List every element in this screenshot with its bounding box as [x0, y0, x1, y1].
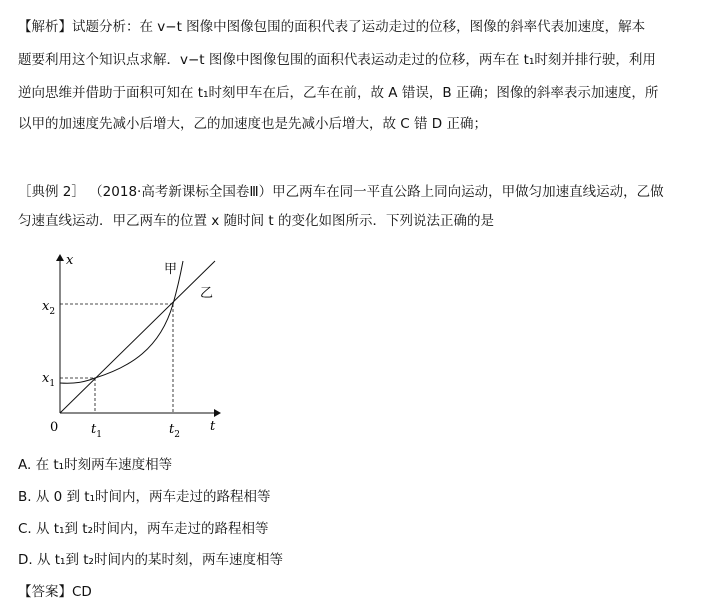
option-d: D. 从 t₁到 t₂时间内的某时刻，两车速度相等: [18, 552, 283, 568]
t2-label: [169, 422, 180, 440]
analysis-line-2: 题要利用这个知识点求解．v−t 图像中图像包围的面积代表运动走过的位移，两车在 t₁时刻并排行驶，利用: [18, 52, 656, 68]
line-yi-label: 乙: [200, 286, 214, 301]
curve-jia: [60, 261, 183, 383]
t2-label-sub: 2: [174, 430, 180, 440]
x1-label-sub: 1: [49, 379, 56, 389]
analysis-line-1: 【解析】试题分析：在 v−t 图像中图像包围的面积代表了运动走过的位移，图像的斜率代表加速度，解本: [18, 19, 646, 35]
x2-label: [42, 299, 55, 317]
position-time-graph: [30, 245, 230, 445]
t1-label: [91, 422, 102, 440]
option-b: B. 从 0 到 t₁时间内，两车走过的路程相等: [18, 489, 271, 505]
example-line-1: ［典例 2］ （2018·高考新课标全国卷Ⅲ）甲乙两车在同一平直公路上同向运动，甲做匀加速直线运动，乙做: [18, 184, 664, 200]
t1-label-sub: 1: [96, 430, 102, 440]
x2-label-sub: 2: [49, 307, 56, 317]
answer-line: 【答案】CD: [18, 584, 92, 600]
analysis-line-3: 逆向思维并借助于面积可知在 t₁时刻甲车在后，乙车在前，故 A 错误，B 正确；图像的斜率表示加速度，所: [18, 85, 659, 101]
curve-jia-label: 甲: [164, 262, 178, 277]
option-c: C. 从 t₁到 t₂时间内，两车走过的路程相等: [18, 521, 269, 537]
analysis-line-4: 以甲的加速度先减小后增大，乙的加速度也是先减小后增大，故 C 错 D 正确；: [18, 116, 487, 132]
x-axis-label: t: [210, 419, 216, 434]
example-line-2: 匀速直线运动．甲乙两车的位置 x 随时间 t 的变化如图所示．下列说法正确的是: [18, 213, 494, 229]
option-a: A. 在 t₁时刻两车速度相等: [18, 457, 173, 473]
x1-label-main: x: [42, 371, 50, 386]
t2-label-main: t: [169, 422, 175, 437]
x2-label-main: x: [42, 299, 50, 314]
y-axis-label: x: [66, 253, 74, 268]
t1-label-main: t: [91, 422, 97, 437]
x1-label: [42, 371, 55, 389]
origin-label: 0: [50, 420, 59, 435]
line-yi: [60, 261, 215, 413]
